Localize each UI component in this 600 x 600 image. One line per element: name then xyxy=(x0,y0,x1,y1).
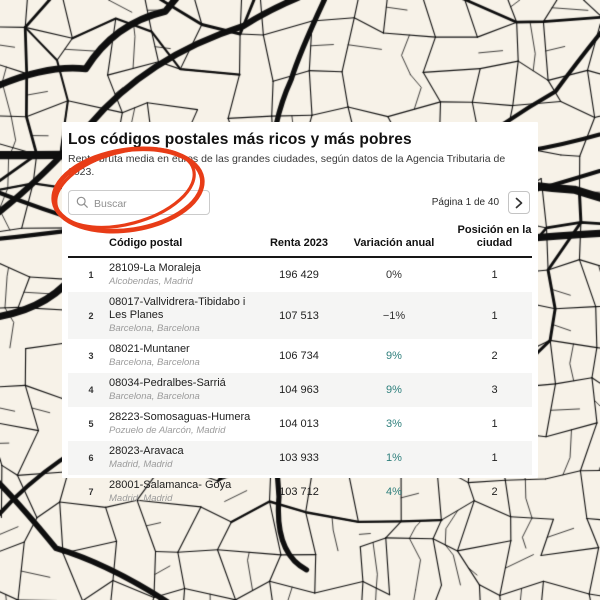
renta-value: 103 933 xyxy=(279,452,319,464)
page-title: Los códigos postales más ricos y más pobres xyxy=(68,131,412,148)
table-row xyxy=(68,373,532,407)
city-label: Barcelona, Barcelona xyxy=(109,391,200,402)
variacion-value: 9% xyxy=(386,384,402,396)
table-row xyxy=(68,407,532,441)
column-header-codigo-postal: Código postal xyxy=(109,237,183,249)
renta-value: 104 013 xyxy=(279,418,319,430)
pagination-status: Página 1 de 40 xyxy=(431,197,499,208)
city-label: Madrid, Madrid xyxy=(109,459,173,470)
posicion-value: 2 xyxy=(491,486,498,498)
row-postal-code-cell xyxy=(109,407,259,441)
posicion-value: 2 xyxy=(491,350,498,362)
toolbar xyxy=(68,190,532,215)
column-header-posicion: Posición en la ciudad xyxy=(457,224,532,249)
postal-codes-card xyxy=(62,122,538,504)
row-rank: 7 xyxy=(88,487,94,497)
variacion-value: 0% xyxy=(386,269,402,281)
posicion-value: 3 xyxy=(491,384,498,396)
city-label: Alcobendas, Madrid xyxy=(109,276,193,287)
column-header-renta: Renta 2023 xyxy=(269,237,329,249)
renta-value: 103 712 xyxy=(279,486,319,498)
row-postal-code-cell xyxy=(109,292,259,339)
search-icon xyxy=(76,196,89,209)
search-input[interactable] xyxy=(92,191,208,216)
postal-code-label: 28109-La Moraleja xyxy=(109,262,201,274)
table-row xyxy=(68,258,532,292)
row-rank: 1 xyxy=(88,270,94,280)
row-postal-code-cell xyxy=(109,441,259,475)
postal-code-label: 08021-Muntaner xyxy=(109,343,190,355)
pagination xyxy=(432,191,532,214)
table-row xyxy=(68,441,532,475)
row-rank: 5 xyxy=(88,419,94,429)
variacion-value: 3% xyxy=(386,418,402,430)
row-rank: 4 xyxy=(88,385,94,395)
city-label: Pozuelo de Alarcón, Madrid xyxy=(109,425,226,436)
posicion-value: 1 xyxy=(491,269,498,281)
postal-code-label: 28023-Aravaca xyxy=(109,445,184,457)
row-postal-code-cell xyxy=(109,339,259,373)
table-body xyxy=(68,258,532,509)
city-label: Barcelona, Barcelona xyxy=(109,323,200,334)
city-label: Madrid, Madrid xyxy=(109,493,173,504)
row-postal-code-cell xyxy=(109,258,259,292)
postal-code-label: 08034-Pedralbes-Sarriá xyxy=(109,377,226,389)
table-row xyxy=(68,339,532,373)
next-page-button[interactable] xyxy=(508,191,530,214)
table-row xyxy=(68,475,532,509)
posicion-value: 1 xyxy=(491,418,498,430)
variacion-value: −1% xyxy=(382,309,406,322)
posicion-value: 1 xyxy=(491,309,498,322)
chevron-right-icon xyxy=(514,197,524,209)
column-header-variacion: Variación anual xyxy=(353,237,435,249)
variacion-value: 1% xyxy=(386,452,402,464)
row-postal-code-cell xyxy=(109,373,259,407)
postal-code-label: 08017-Vallvidrera-Tibidabo i Les Planes xyxy=(109,296,246,321)
table-row xyxy=(68,292,532,339)
variacion-value: 4% xyxy=(386,486,402,498)
table-header-row xyxy=(68,224,532,258)
postal-codes-table xyxy=(68,224,532,509)
row-rank: 2 xyxy=(88,310,94,321)
renta-value: 196 429 xyxy=(279,269,319,281)
renta-value: 104 963 xyxy=(279,384,319,396)
postal-code-label: 28223-Somosaguas-Humera xyxy=(109,411,251,423)
row-postal-code-cell xyxy=(109,475,259,509)
page-subtitle: Renta bruta media en euros de las grandes ciudades, según datos de la Agencia Tributaria de 2023. xyxy=(68,153,506,178)
city-label: Barcelona, Barcelona xyxy=(109,357,200,368)
postal-code-label: 28001-Salamanca- Goya xyxy=(109,479,232,491)
row-rank: 6 xyxy=(88,453,94,463)
renta-value: 106 734 xyxy=(279,350,319,362)
variacion-value: 9% xyxy=(386,350,402,362)
renta-value: 107 513 xyxy=(279,309,319,322)
row-rank: 3 xyxy=(88,351,94,361)
posicion-value: 1 xyxy=(491,452,498,464)
search-box[interactable] xyxy=(68,190,210,215)
